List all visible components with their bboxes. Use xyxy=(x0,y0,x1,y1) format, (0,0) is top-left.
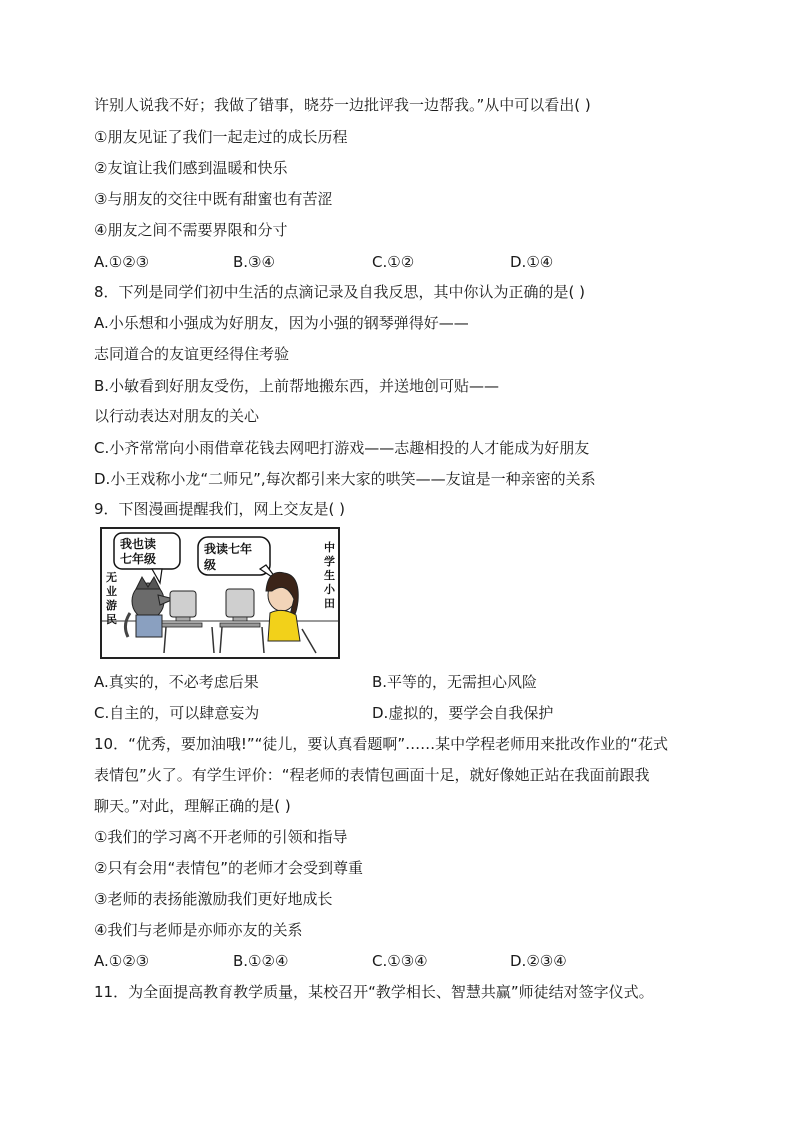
q9-option-a: A.真实的，不必考虑后果 xyxy=(94,673,259,691)
q7-option-a: A.①②③ xyxy=(94,253,150,271)
q7-statement-2: ②友谊让我们感到温暖和快乐 xyxy=(94,159,288,177)
right-side-char: 生 xyxy=(324,569,335,582)
girl-figure-icon xyxy=(266,572,300,641)
q8-option-d: D.小王戏称小龙“二师兄”,每次都引来大家的哄笑——友谊是一种亲密的关系 xyxy=(94,470,596,488)
left-bubble-line2: 七年级 xyxy=(120,552,157,566)
q8-option-c: C.小齐常常向小雨借章花钱去网吧打游戏——志趣相投的人才能成为好朋友 xyxy=(94,439,590,457)
left-side-char: 游 xyxy=(106,599,117,612)
left-side-char: 民 xyxy=(106,613,117,626)
q10-stem-line3: 聊天。”对此，理解正确的是( ) xyxy=(94,797,291,815)
right-side-char: 中 xyxy=(324,541,335,554)
q8-stem: 8．下列是同学们初中生活的点滴记录及自我反思，其中你认为正确的是( ) xyxy=(94,283,586,301)
q11-stem-line1: 11．为全面提高教育教学质量，某校召开“教学相长、智慧共赢”师徒结对签字仪式。 xyxy=(94,983,654,1001)
q8-option-b-line1: B.小敏看到好朋友受伤，上前帮地搬东西，并送地创可贴—— xyxy=(94,377,500,395)
computer-left-icon xyxy=(162,591,202,627)
q7-statement-1: ①朋友见证了我们一起走过的成长历程 xyxy=(94,128,348,146)
q10-option-d: D.②③④ xyxy=(510,952,567,970)
q7-statement-3: ③与朋友的交往中既有甜蜜也有苦涩 xyxy=(94,190,333,208)
q7-option-b: B.③④ xyxy=(233,253,275,271)
q8-option-a-line2: 志同道合的友谊更经得住考验 xyxy=(94,345,290,363)
q10-option-a: A.①②③ xyxy=(94,952,150,970)
q10-statement-1: ①我们的学习离不开老师的引领和指导 xyxy=(94,828,348,846)
q10-statement-3: ③老师的表扬能激励我们更好地成长 xyxy=(94,890,333,908)
right-bubble-line2: 级 xyxy=(204,558,217,572)
q7-option-d: D.①④ xyxy=(510,253,554,271)
q8-option-b-line2: 以行动表达对朋友的关心 xyxy=(94,407,260,425)
left-side-char: 业 xyxy=(106,585,117,598)
q8-option-a-line1: A.小乐想和小强成为好朋友，因为小强的钢琴弹得好—— xyxy=(94,314,469,332)
right-side-char: 学 xyxy=(324,555,335,568)
q10-statement-2: ②只有会用“表情包”的老师才会受到尊重 xyxy=(94,859,363,877)
left-side-char: 无 xyxy=(106,571,117,584)
q7-option-c: C.①② xyxy=(372,253,415,271)
q9-option-c: C.自主的，可以肆意妄为 xyxy=(94,704,260,722)
q7-statement-4: ④朋友之间不需要界限和分寸 xyxy=(94,221,288,239)
q9-option-d: D.虚拟的，要学会自我保护 xyxy=(372,704,554,722)
q9-comic-image xyxy=(100,527,340,659)
q7-stem-line: 许别人说我不好；我做了错事，晓芬一边批评我一边帮我。”从中可以看出( ) xyxy=(94,96,591,114)
wolf-figure-icon xyxy=(125,577,174,637)
q9-stem: 9．下图漫画提醒我们，网上交友是( ) xyxy=(94,500,346,518)
right-side-char: 田 xyxy=(324,597,335,610)
left-bubble-line1: 我也读 xyxy=(120,537,157,551)
right-bubble-line1: 我读七年 xyxy=(204,542,253,556)
q9-option-b: B.平等的，无需担心风险 xyxy=(372,673,538,691)
q10-option-c: C.①③④ xyxy=(372,952,428,970)
q10-stem-line1: 10．“优秀，要加油哦!”“徒儿，要认真看题啊”……某中学程老师用来批改作业的“花式 xyxy=(94,735,668,753)
q10-statement-4: ④我们与老师是亦师亦友的关系 xyxy=(94,921,303,939)
q10-stem-line2: 表情包”火了。有学生评价：“程老师的表情包画面十足，就好像她正站在我面前跟我 xyxy=(94,766,650,784)
q10-option-b: B.①②④ xyxy=(233,952,289,970)
right-side-char: 小 xyxy=(324,583,335,596)
